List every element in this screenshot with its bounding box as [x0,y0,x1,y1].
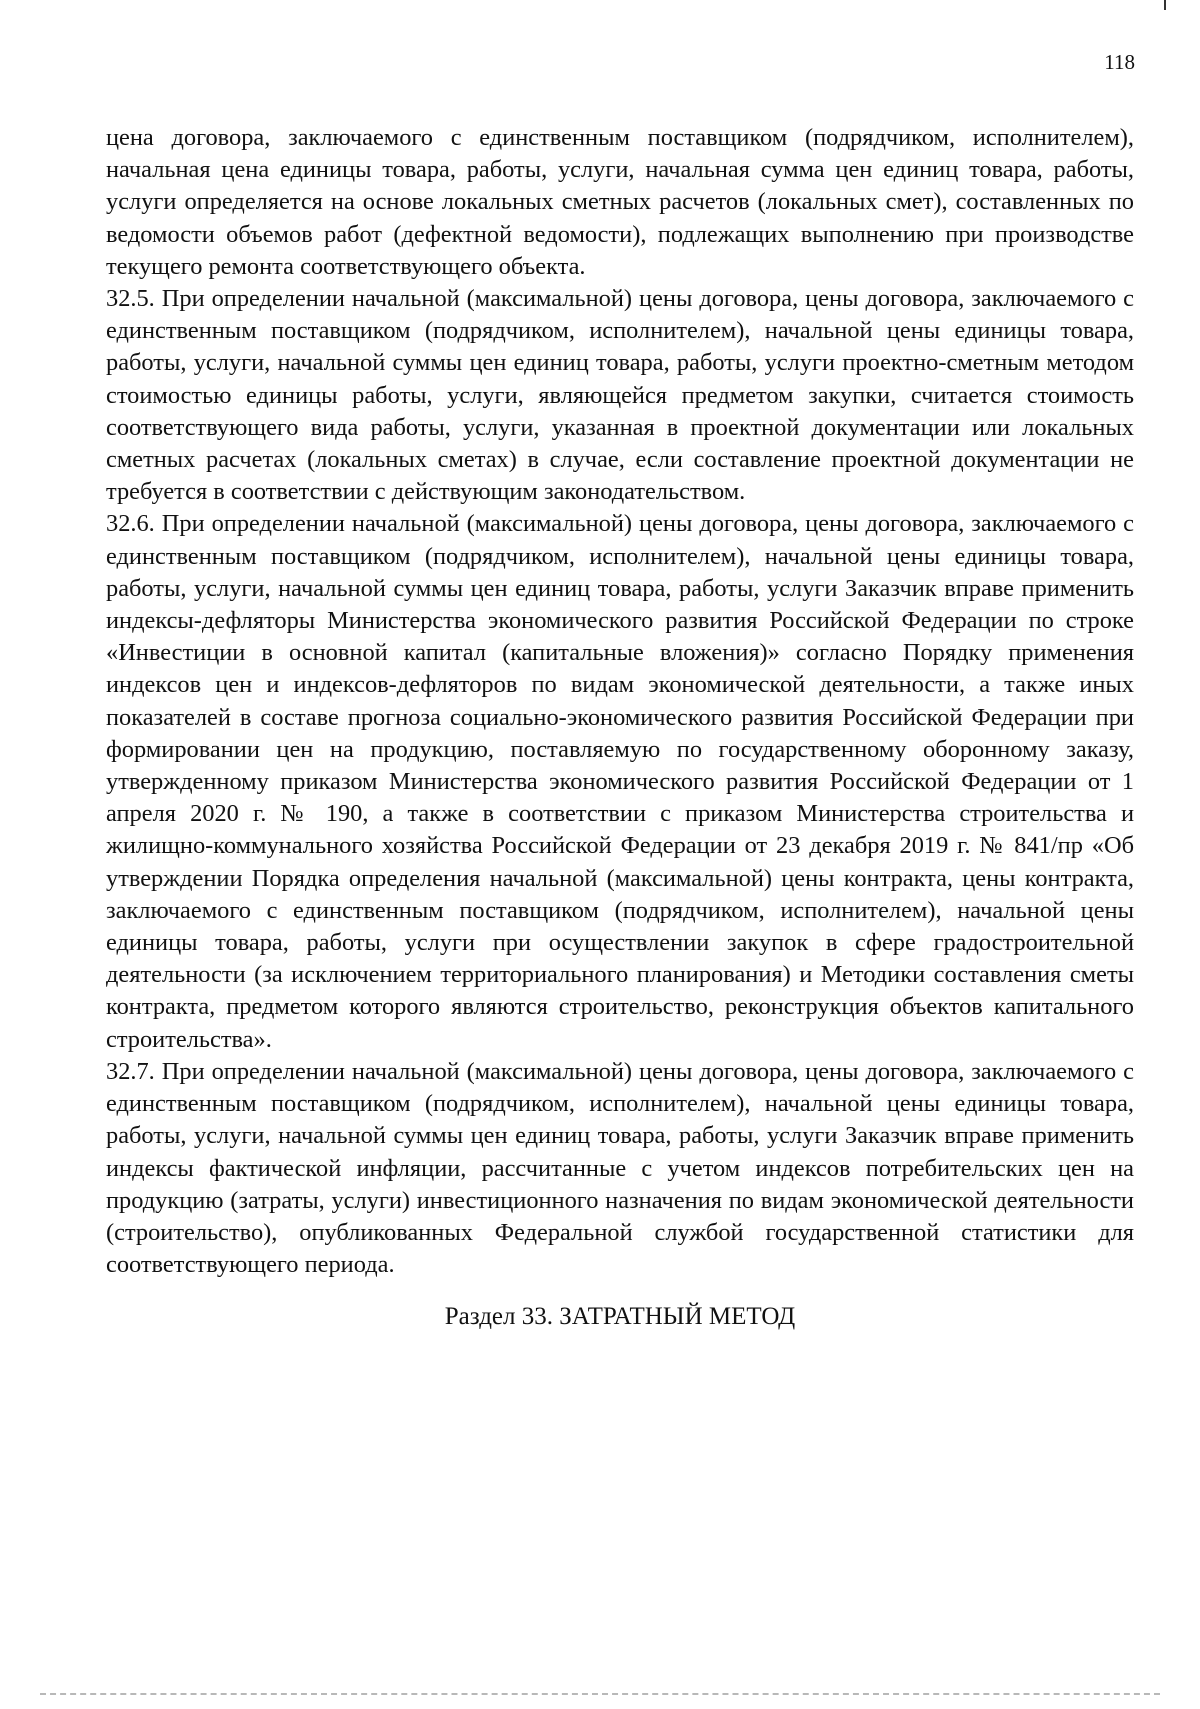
scan-bottom-edge [40,1693,1160,1695]
paragraph-32-6: 32.6. При определении начальной (максимальной) цены договора, цены договора, заключаемого с единственным поставщиком (подрядчиком, исполнителем), начальной цены единицы товара, работы, услуги, начальной суммы цен единиц товара, работы, услуги Заказчик вправе применить индексы-дефляторы Министерства экономического развития Российской Федерации по строке «Инвестиции в основной капитал (капитальные вложения)» согласно Порядку применения индексов цен и индексов-дефляторов по видам экономической деятельности, а также иных показателей в составе прогноза социально-экономического развития Российской Федерации при формировании цен на продукцию, поставляемую по государственному оборонному заказу, утвержденному приказом Министерства экономического развития Российской Федерации от 1 апреля 2020 г. № 190, а также в соответствии с приказом Министерства строительства и жилищно-коммунального хозяйства Российской Федерации от 23 декабря 2019 г. № 841/пр «Об утверждении Порядка определения начальной (максимальной) цены контракта, цены контракта, заключаемого с единственным поставщиком (подрядчиком, исполнителем), начальной цены единицы товара, работы, услуги при осуществлении закупок в сфере градостроительной деятельности (за исключением территориального планирования) и Методики составления сметы контракта, предметом которого являются строительство, реконструкция объектов капитального строительства». [106,510,1134,1053]
document-body [106,122,1134,1333]
page-number: 118 [1104,50,1135,74]
paragraph-continuation: цена договора, заключаемого с единственным поставщиком (подрядчиком, исполнителем), начальная цена единицы товара, работы, услуги, начальная сумма цен единиц товара, работы, услуги определяется на основе локальных сметных расчетов (локальных смет), составленных по ведомости объемов работ (дефектной ведомости), подлежащих выполнению при производстве текущего ремонта соответствующего объекта. [106,124,1134,280]
paragraph-32-5: 32.5. При определении начальной (максимальной) цены договора, цены договора, заключаемого с единственным поставщиком (подрядчиком, исполнителем), начальной цены единицы товара, работы, услуги, начальной суммы цен единиц товара, работы, услуги проектно-сметным методом стоимостью единицы работы, услуги, являющейся предметом закупки, считается стоимость соответствующего вида работы, услуги, указанная в проектной документации или локальных сметных расчетах (локальных сметах) в случае, если составление проектной документации не требуется в соответствии с действующим законодательством. [106,285,1134,506]
scan-edge-mark [1164,0,1166,10]
section-heading: Раздел 33. ЗАТРАТНЫЙ МЕТОД [444,1303,796,1331]
paragraph-32-7: 32.7. При определении начальной (максимальной) цены договора, цены договора, заключаемого с единственным поставщиком (подрядчиком, исполнителем), начальной цены единицы товара, работы, услуги, начальной суммы цен единиц товара, работы, услуги Заказчик вправе применить индексы фактической инфляции, рассчитанные с учетом индексов потребительских цен на продукцию (затраты, услуги) инвестиционного назначения по видам экономической деятельности (строительство), опубликованных Федеральной службой государственной статистики для соответствующего периода. [106,1057,1134,1279]
